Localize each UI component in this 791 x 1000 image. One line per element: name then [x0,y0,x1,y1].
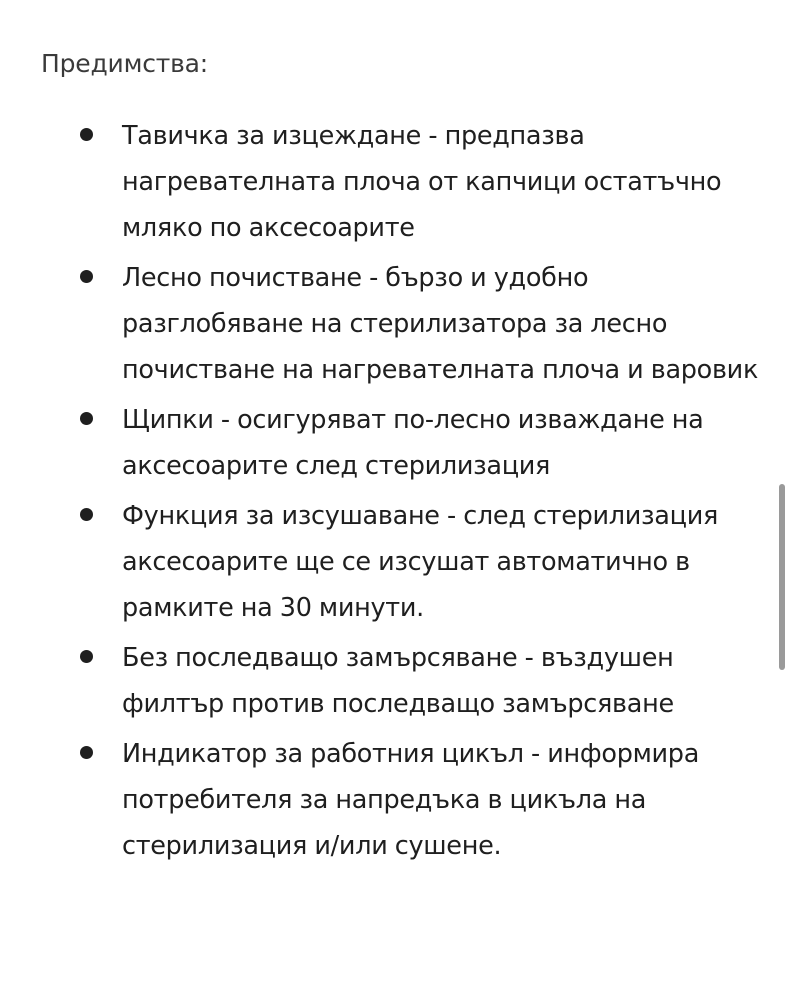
bullet-icon [80,746,93,759]
benefits-list [0,113,760,873]
list-item-text: Щипки - осигуряват по-лесно изваждане на аксесоарите след стерилизация [122,405,704,481]
bullet-icon [80,270,93,283]
list-item [0,635,760,727]
bullet-icon [80,412,93,425]
list-item [0,113,760,251]
bullet-icon [80,650,93,663]
list-item-text: Без последващо замърсяване - въздушен филтър против последващо замърсяване [122,643,674,719]
list-item [0,397,760,489]
list-item-text: Функция за изсушаване - след стерилизация аксесоарите ще се изсушат автоматично в рамките на 30 минути. [122,501,719,623]
list-item-text: Индикатор за работния цикъл - информира потребителя за напредъка в цикъла на стерилизация и/или сушене. [122,739,700,861]
list-item-text: Тавичка за изцеждане - предпазва нагревателната плоча от капчици остатъчно мляко по аксесоарите [122,121,722,243]
list-item [0,493,760,631]
bullet-icon [80,508,93,521]
bullet-icon [80,128,93,141]
list-item [0,731,760,869]
section-heading: Предимства: [41,49,209,78]
scrollbar[interactable] [779,484,785,670]
list-item-text: Лесно почистване - бързо и удобно разглобяване на стерилизатора за лесно почистване на нагревателната плоча и варовик [122,263,759,385]
list-item [0,255,760,393]
